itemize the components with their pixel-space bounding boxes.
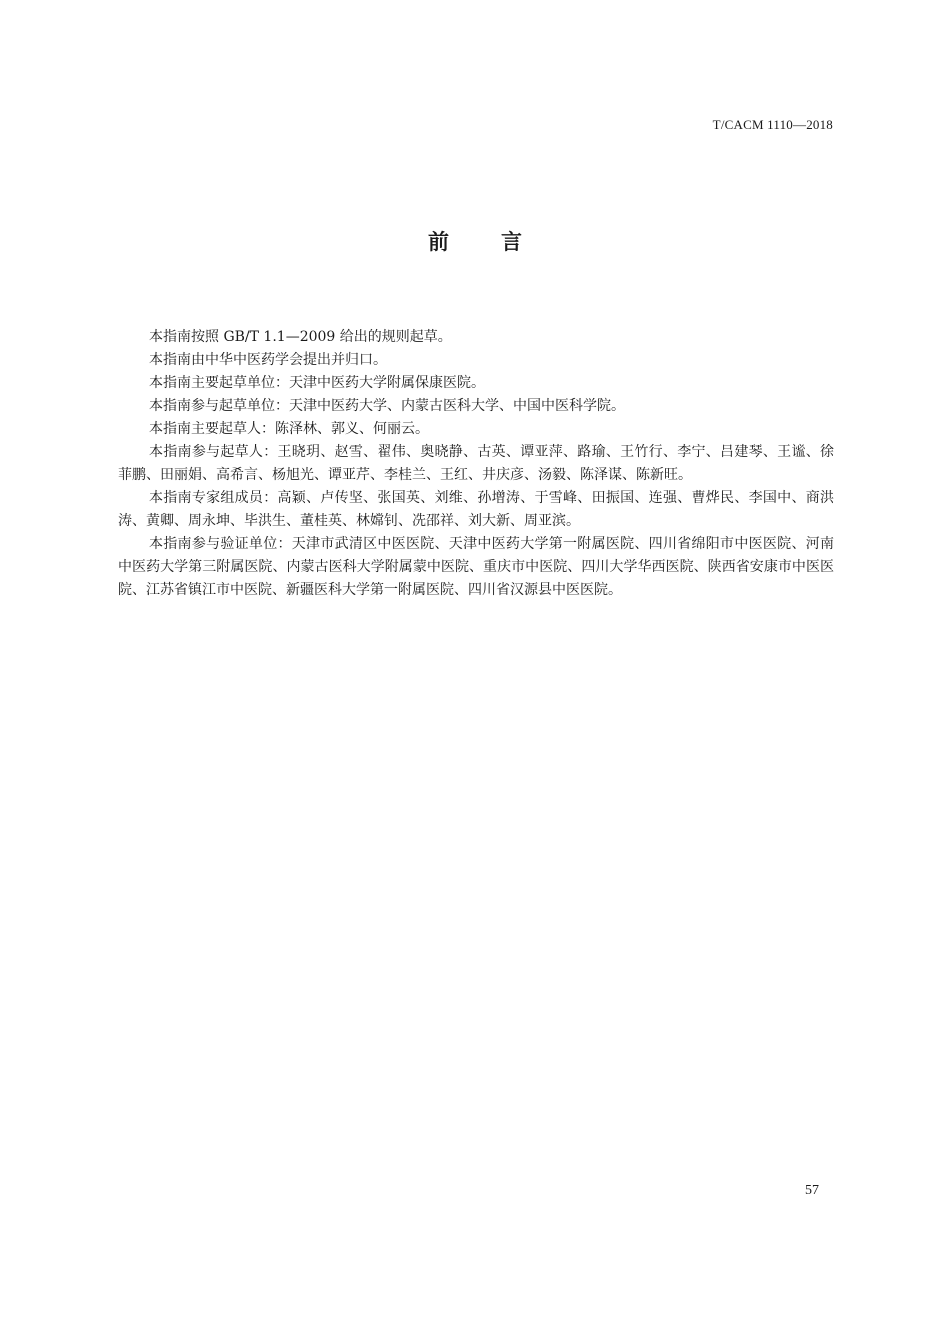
- paragraph-expert-group: 本指南专家组成员：高颖、卢传坚、张国英、刘维、孙增涛、于雪峰、田振国、连强、曹烨民、李国中、商洪涛、黄卿、周永坤、毕洪生、董桂英、林嫦钊、冼邵祥、刘大新、周亚滨。: [118, 490, 834, 529]
- paragraph-drafting-rules: 本指南按照 GB/T 1.1—2009 给出的规则起草。: [149, 329, 452, 345]
- paragraph-main-drafting-unit: 本指南主要起草单位：天津中医药大学附属保康医院。: [149, 375, 485, 391]
- page-number: 57: [805, 1183, 819, 1198]
- paragraph-validation-units: 本指南参与验证单位：天津市武清区中医医院、天津中医药大学第一附属医院、四川省绵阳市中医医院、河南中医药大学第三附属医院、内蒙古医科大学附属蒙中医院、重庆市中医院、四川大学华西医院、陕西省安康市中医医院、江苏省镇江市中医院、新疆医科大学第一附属医院、四川省汉源县中医医院。: [118, 536, 834, 598]
- paragraph-main-drafters: 本指南主要起草人：陈泽林、郭义、何丽云。: [149, 421, 429, 437]
- paragraph-participating-units: 本指南参与起草单位：天津中医药大学、内蒙古医科大学、中国中医科学院。: [149, 398, 625, 414]
- standard-code: T/CACM 1110—2018: [712, 117, 833, 132]
- page-title: 前言: [428, 230, 574, 254]
- foreword-body: [118, 326, 834, 602]
- paragraph-participating-drafters: 本指南参与起草人：王晓玥、赵雪、翟伟、奥晓静、古英、谭亚萍、路瑜、王竹行、李宁、吕建琴、王谧、徐菲鹏、田丽娟、高希言、杨旭光、谭亚芹、李桂兰、王红、井庆彦、汤毅、陈泽谋、陈新旺。: [118, 444, 834, 483]
- paragraph-proposer: 本指南由中华中医药学会提出并归口。: [149, 352, 387, 368]
